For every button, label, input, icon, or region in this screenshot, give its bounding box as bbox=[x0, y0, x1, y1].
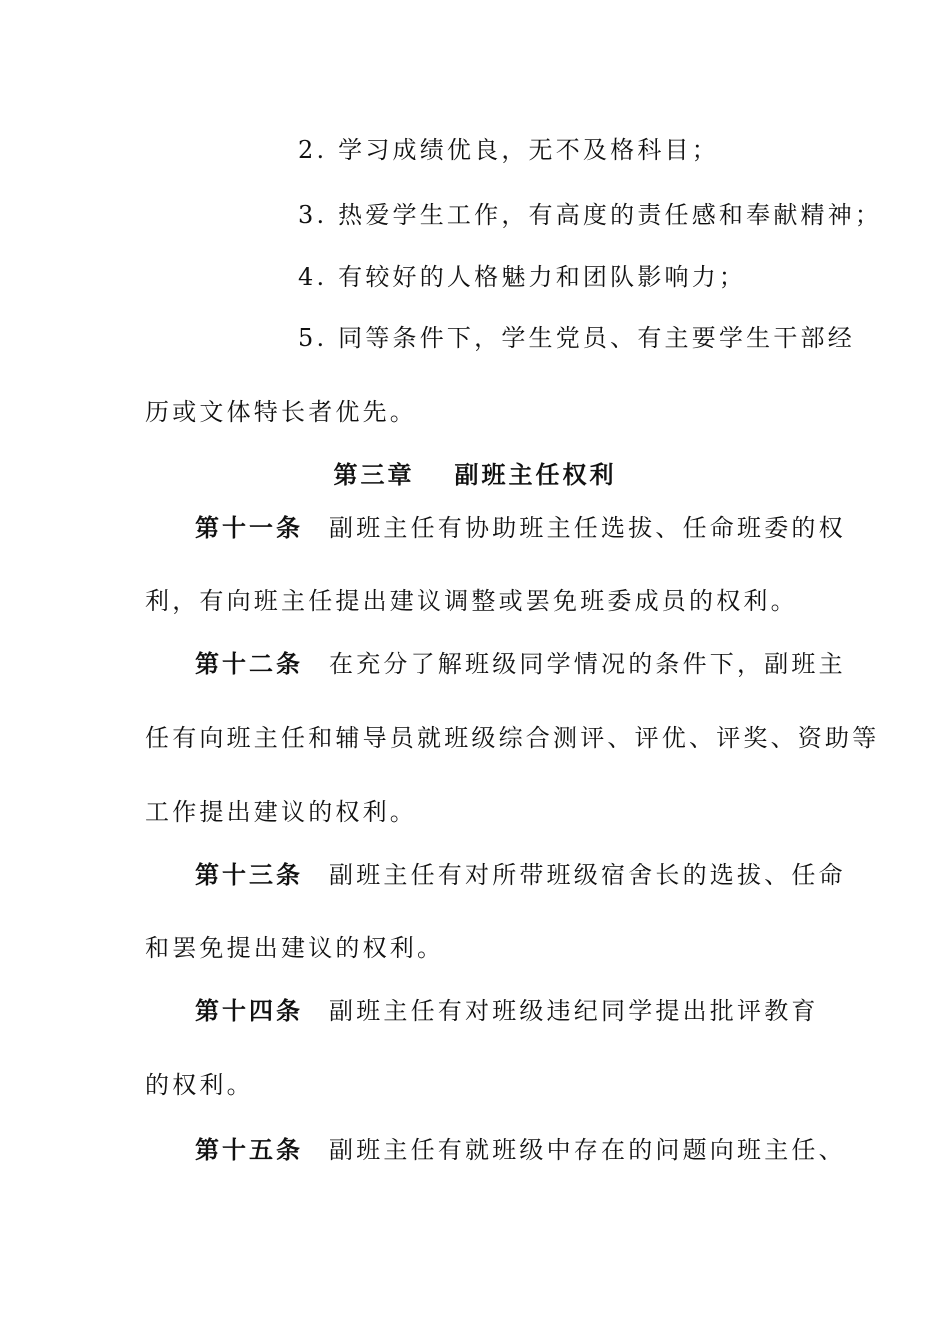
article-11-text-1: 副班主任有协助班主任选拔、任命班委的权 bbox=[329, 514, 846, 542]
article-12-line-1 bbox=[195, 649, 860, 679]
article-15-text-1: 副班主任有就班级中存在的问题向班主任、 bbox=[329, 1136, 846, 1164]
chapter-heading bbox=[0, 460, 950, 490]
article-12-line-3: 工作提出建议的权利。 bbox=[145, 798, 417, 826]
article-11-line-1 bbox=[195, 513, 860, 543]
article-13-line-1 bbox=[195, 860, 860, 890]
article-13-line-2: 和罢免提出建议的权利。 bbox=[145, 934, 445, 962]
article-15-line-1 bbox=[195, 1135, 860, 1165]
article-14-number: 第十四条 bbox=[195, 996, 303, 1025]
list-item-2: 2. 学习成绩优良，无不及格科目； bbox=[298, 136, 719, 164]
article-12-line-2: 任有向班主任和辅导员就班级综合测评、评优、评奖、资助等 bbox=[145, 724, 880, 752]
list-item-3: 3. 热爱学生工作，有高度的责任感和奉献精神； bbox=[298, 201, 883, 229]
article-11-line-2: 利，有向班主任提出建议调整或罢免班委成员的权利。 bbox=[145, 587, 798, 615]
article-14-line-1 bbox=[195, 996, 860, 1026]
list-item-4: 4. 有较好的人格魅力和团队影响力； bbox=[298, 263, 747, 291]
list-item-5-continuation: 历或文体特长者优先。 bbox=[145, 398, 417, 426]
article-12-number: 第十二条 bbox=[195, 649, 303, 678]
article-13-number: 第十三条 bbox=[195, 860, 303, 889]
article-11-number: 第十一条 bbox=[195, 513, 303, 542]
article-12-text-1: 在充分了解班级同学情况的条件下，副班主 bbox=[329, 650, 846, 678]
article-15-number: 第十五条 bbox=[195, 1135, 303, 1164]
chapter-number: 第三章 bbox=[333, 460, 415, 489]
article-14-line-2: 的权利。 bbox=[145, 1071, 254, 1099]
article-13-text-1: 副班主任有对所带班级宿舍长的选拔、任命 bbox=[329, 861, 846, 889]
article-14-text-1: 副班主任有对班级违纪同学提出批评教育 bbox=[329, 997, 819, 1025]
chapter-title: 副班主任权利 bbox=[454, 460, 617, 489]
list-item-5: 5. 同等条件下，学生党员、有主要学生干部经 bbox=[298, 324, 855, 352]
